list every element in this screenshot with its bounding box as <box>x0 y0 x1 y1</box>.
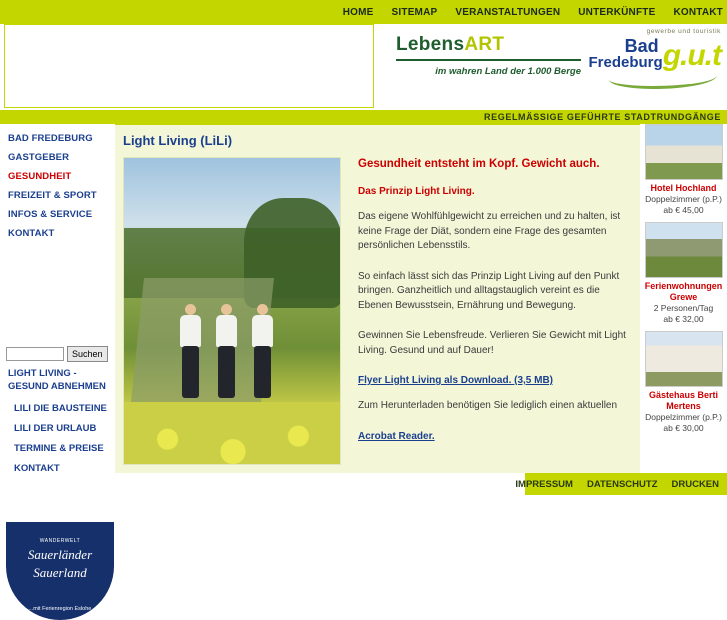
download-note: Zum Herunterladen benötigen Sie lediglich einen aktuellen <box>358 400 618 411</box>
search-form <box>6 346 114 362</box>
lebensart-divider <box>396 59 581 61</box>
badgut-bad: Bad <box>624 36 659 56</box>
sidebar-item-gastgeber[interactable]: GASTGEBER <box>8 152 70 163</box>
top-navigation-bar <box>0 0 727 24</box>
swoosh-icon <box>609 66 717 89</box>
offer-name: Gästehaus Berti Mertens <box>648 390 719 411</box>
main-content <box>115 124 640 473</box>
walker-head <box>257 304 268 315</box>
header-right <box>376 24 727 110</box>
photo-walker-3 <box>248 304 278 412</box>
offer-card[interactable] <box>640 124 727 216</box>
offer-price: ab € 45,00 <box>663 205 704 215</box>
offer-card[interactable] <box>640 331 727 434</box>
sidebar-main-nav <box>8 129 112 243</box>
topnav-item-sitemap[interactable]: SITEMAP <box>391 6 438 18</box>
wanderwelt-script-line1: Sauerländer <box>27 547 93 562</box>
offer-detail: Doppelzimmer (p.P.) <box>645 412 722 422</box>
sidebar-item-lili-der-urlaub[interactable]: LILI DER URLAUB <box>14 423 97 434</box>
sidebar-item-gesundheit[interactable]: GESUNDHEIT <box>8 171 72 182</box>
sidebar-item-lili-die-bausteine[interactable]: LILI DIE BAUSTEINE <box>14 403 107 414</box>
offer-thumbnail <box>645 222 723 278</box>
badgut-fredeburg: Fredeburg <box>588 54 663 71</box>
topnav-item-kontakt[interactable]: KONTAKT <box>673 6 723 18</box>
offer-price: ab € 32,00 <box>663 314 704 324</box>
badgut-gut: g.u.t <box>662 39 721 72</box>
walker-torso <box>252 315 273 347</box>
flyer-download-link[interactable]: Flyer Light Living als Download. (3,5 MB) <box>358 375 554 386</box>
topnav-item-home[interactable]: HOME <box>342 6 374 18</box>
photo-walker-2 <box>212 304 242 412</box>
walker-legs <box>254 346 271 398</box>
walker-torso <box>216 315 237 347</box>
header-left-placeholder <box>4 24 374 108</box>
lebensart-subtitle: im wahren Land der 1.000 Berge <box>435 66 581 77</box>
photo-flowers <box>124 402 341 464</box>
lebensart-title-accent: ART <box>464 34 505 55</box>
badgut-logo[interactable] <box>571 28 721 70</box>
article-paragraph-1: Das eigene Wohlfühlgewicht zu erreichen und zu halten, ist keine Frage der Diät, sondern eine Frage des gesamten persönlichen Lebensstils. <box>358 211 621 251</box>
search-button[interactable]: Suchen <box>67 346 108 362</box>
sidebar-item-infos-service[interactable]: INFOS & SERVICE <box>8 209 93 220</box>
footer-items <box>515 473 727 495</box>
footer-bar <box>515 473 727 495</box>
acrobat-reader-link[interactable]: Acrobat Reader. <box>358 430 435 442</box>
walker-legs <box>218 346 235 398</box>
walker-torso <box>180 315 201 347</box>
article-subheading: Das Prinzip Light Living. <box>358 186 475 197</box>
topnav-item-veranstaltungen[interactable]: VERANSTALTUNGEN <box>455 6 561 18</box>
offer-name: Ferienwohnungen Grewe <box>644 281 723 302</box>
walker-legs <box>182 346 199 398</box>
wanderwelt-logo[interactable] <box>6 522 114 620</box>
page-title: Light Living (LiLi) <box>123 133 233 148</box>
announcement-bar <box>0 110 727 124</box>
article-paragraph-3: Gewinnen Sie Lebensfreude. Verlieren Sie Gewicht mit Light Living. Gesund und auf Dauer! <box>358 330 626 356</box>
walker-head <box>221 304 232 315</box>
lebensart-title <box>396 34 596 56</box>
sidebar-item-kontakt[interactable]: KONTAKT <box>8 228 55 239</box>
wanderwelt-script-line2: Sauerland <box>33 565 87 580</box>
sidebar-item-bad-fredeburg[interactable]: BAD FREDEBURG <box>8 133 93 144</box>
announcement-text: REGELMÄSSIGE GEFÜHRTE STADTRUNDGÄNGE <box>484 112 721 122</box>
sidebar-item-freizeit-sport[interactable]: FREIZEIT & SPORT <box>8 190 97 201</box>
sidebar-sub-nav <box>8 367 114 479</box>
lebensart-logo[interactable] <box>396 34 596 77</box>
footer-item-drucken[interactable]: DRUCKEN <box>671 478 719 490</box>
offer-name: Hotel Hochland <box>650 183 717 193</box>
offer-detail: Doppelzimmer (p.P.) <box>645 194 722 204</box>
offer-thumbnail <box>645 124 723 180</box>
offer-price: ab € 30,00 <box>663 423 704 433</box>
footer-item-impressum[interactable]: IMPRESSUM <box>515 478 573 490</box>
wanderwelt-bottom-text: ...mit Ferienregion Eslohe <box>28 606 92 612</box>
photo-walkers <box>176 304 286 414</box>
offer-card[interactable] <box>640 222 727 325</box>
article-lead: Gesundheit entsteht im Kopf. Gewicht auch. <box>358 158 600 170</box>
sidebar <box>0 124 115 612</box>
article-body <box>358 157 626 442</box>
lebensart-title-main: Lebens <box>396 34 465 55</box>
offer-detail: 2 Personen/Tag <box>653 303 714 313</box>
footer-item-datenschutz[interactable]: DATENSCHUTZ <box>586 478 658 490</box>
photo-walker-1 <box>176 304 206 412</box>
header-band <box>0 24 727 110</box>
badgut-tagline: gewerbe und touristik <box>646 28 721 35</box>
wanderwelt-top-text: WANDERWELT <box>39 538 81 544</box>
article-paragraph-2: So einfach lässt sich das Prinzip Light Living auf den Punkt bringen. Ganzheitlich und alltagstauglich vereint es die Ebenen Bewusstsein, Ernährung und Bewegung. <box>358 270 620 311</box>
search-input[interactable] <box>6 347 64 361</box>
content-photo <box>123 157 341 465</box>
sidebar-item-kontakt-sub[interactable]: KONTAKT <box>14 463 60 474</box>
sidebar-section-title: LIGHT LIVING - GESUND ABNEHMEN <box>8 368 106 392</box>
offer-thumbnail <box>645 331 723 387</box>
top-navigation-items <box>343 0 723 24</box>
topnav-item-unterkuenfte[interactable]: UNTERKÜNFTE <box>578 6 656 18</box>
walker-head <box>185 304 196 315</box>
sidebar-item-termine-preise[interactable]: TERMINE & PREISE <box>14 443 104 454</box>
